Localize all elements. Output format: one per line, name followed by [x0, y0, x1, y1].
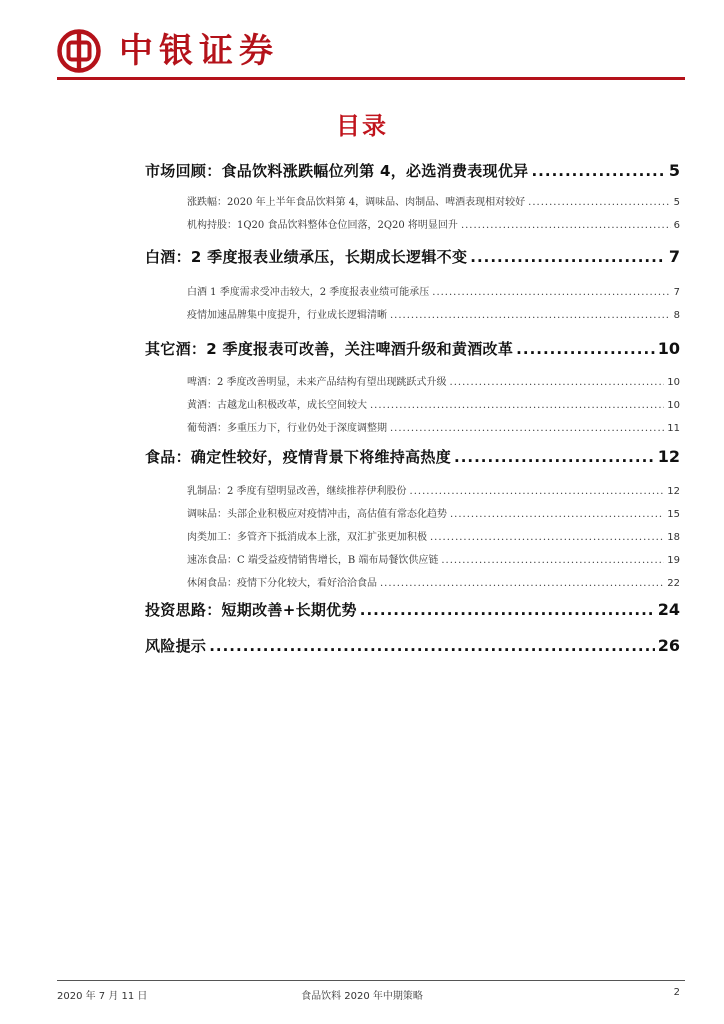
- toc-leader-dots: [454, 448, 655, 466]
- toc-entry-title: 休闲食品：疫情下分化较大，看好洽洽食品: [187, 578, 377, 589]
- toc-leader-dots: [531, 162, 665, 180]
- toc-subsection-entry[interactable]: [187, 528, 680, 544]
- toc-entry-title: 机构持股：1Q20 食品饮料整体仓位回落，2Q20 将明显回升: [187, 220, 458, 231]
- toc-entry-title: 涨跌幅：2020 年上半年食品饮料第 4，调味品、肉制品、啤酒表现相对较好: [187, 197, 526, 208]
- toc-page-number: 5: [668, 161, 680, 180]
- toc-subsection-entry[interactable]: [187, 419, 680, 435]
- toc-leader-dots: [432, 287, 670, 298]
- toc-subsection-entry[interactable]: [187, 283, 680, 299]
- toc-entry-title: 风险提示: [145, 637, 207, 655]
- toc-page-number: 11: [667, 423, 680, 434]
- footer-divider: [57, 980, 685, 981]
- toc-leader-dots: [209, 637, 655, 655]
- toc-leader-dots: [461, 220, 671, 231]
- toc-subsection-entry[interactable]: [187, 373, 680, 389]
- toc-entry-title: 葡萄酒：多重压力下，行业仍处于深度调整期: [187, 423, 387, 434]
- toc-leader-dots: [410, 486, 665, 497]
- toc-leader-dots: [390, 310, 671, 321]
- toc-page-number: 7: [668, 247, 680, 266]
- header-divider: [57, 77, 685, 80]
- toc-page-number: 15: [667, 509, 680, 520]
- toc-page-number: 7: [673, 287, 680, 298]
- toc-page-number: 10: [657, 339, 680, 358]
- toc-section-entry[interactable]: [145, 160, 680, 182]
- toc-subsection-entry[interactable]: [187, 574, 680, 590]
- footer-date: 2020 年 7 月 11 日: [57, 991, 148, 1002]
- toc-entry-title: 白酒 1 季度需求受冲击较大，2 季度报表业绩可能承压: [187, 287, 430, 298]
- toc-page-number: 5: [673, 197, 680, 208]
- toc-subsection-entry[interactable]: [187, 306, 680, 322]
- toc-entry-title: 啤酒：2 季度改善明显，未来产品结构有望出现跳跃式升级: [187, 377, 447, 388]
- toc-leader-dots: [516, 340, 655, 358]
- toc-subsection-entry[interactable]: [187, 216, 680, 232]
- bank-of-china-logo-icon: [57, 29, 101, 73]
- toc-page-number: 19: [667, 555, 680, 566]
- toc-leader-dots: [528, 197, 670, 208]
- toc-leader-dots: [390, 423, 664, 434]
- toc-subsection-entry[interactable]: [187, 396, 680, 412]
- toc-entry-title: 其它酒：2 季度报表可改善，关注啤酒升级和黄酒改革: [145, 340, 514, 358]
- toc-entry-title: 市场回顾：食品饮料涨跌幅位列第 4，必选消费表现优异: [145, 162, 529, 180]
- toc-section-entry[interactable]: [145, 635, 680, 657]
- toc-subsection-entry[interactable]: [187, 193, 680, 209]
- toc-section-entry[interactable]: [145, 338, 680, 360]
- toc-page-number: 10: [667, 377, 680, 388]
- report-header: [57, 26, 687, 76]
- footer-title: 食品饮料 2020 年中期策略: [301, 991, 423, 1002]
- toc-section-entry[interactable]: [145, 446, 680, 468]
- footer-page-number: 2: [673, 987, 680, 998]
- toc-page-number: 6: [673, 220, 680, 231]
- toc-title: 目录: [336, 112, 388, 140]
- toc-subsection-entry[interactable]: [187, 482, 680, 498]
- toc-page-number: 18: [667, 532, 680, 543]
- toc-section-entry[interactable]: [145, 246, 680, 268]
- toc-entry-title: 投资思路：短期改善+长期优势: [145, 601, 357, 619]
- toc-section-entry[interactable]: [145, 599, 680, 621]
- toc-entry-title: 调味品：头部企业积极应对疫情冲击，高估值有常态化趋势: [187, 509, 447, 520]
- toc-leader-dots: [380, 578, 664, 589]
- toc-leader-dots: [470, 248, 666, 266]
- toc-page-number: 22: [667, 578, 680, 589]
- toc-entry-title: 疫情加速品牌集中度提升，行业成长逻辑清晰: [187, 310, 387, 321]
- toc-entry-title: 食品：确定性较好，疫情背景下将维持高热度: [145, 448, 452, 466]
- toc-entry-title: 白酒：2 季度报表业绩承压，长期成长逻辑不变: [145, 248, 468, 266]
- toc-leader-dots: [441, 555, 664, 566]
- toc-leader-dots: [430, 532, 664, 543]
- toc-page-number: 12: [657, 447, 680, 466]
- toc-leader-dots: [370, 400, 664, 411]
- toc-leader-dots: [450, 377, 665, 388]
- toc-page-number: 26: [657, 636, 680, 655]
- toc-leader-dots: [360, 601, 655, 619]
- toc-leader-dots: [450, 509, 664, 520]
- toc-entry-title: 乳制品：2 季度有望明显改善，继续推荐伊利股份: [187, 486, 407, 497]
- toc-page-number: 24: [657, 600, 680, 619]
- toc-subsection-entry[interactable]: [187, 551, 680, 567]
- toc-page-number: 10: [667, 400, 680, 411]
- toc-entry-title: 肉类加工：多管齐下抵消成本上涨，双汇扩张更加积极: [187, 532, 427, 543]
- toc-page-number: 12: [667, 486, 680, 497]
- toc-entry-title: 速冻食品：C 端受益疫情销售增长，B 端布局餐饮供应链: [187, 555, 439, 566]
- toc-entry-title: 黄酒：古越龙山积极改革，成长空间较大: [187, 400, 367, 411]
- brand-name: 中银证券: [119, 31, 279, 71]
- toc-page-number: 8: [673, 310, 680, 321]
- toc-subsection-entry[interactable]: [187, 505, 680, 521]
